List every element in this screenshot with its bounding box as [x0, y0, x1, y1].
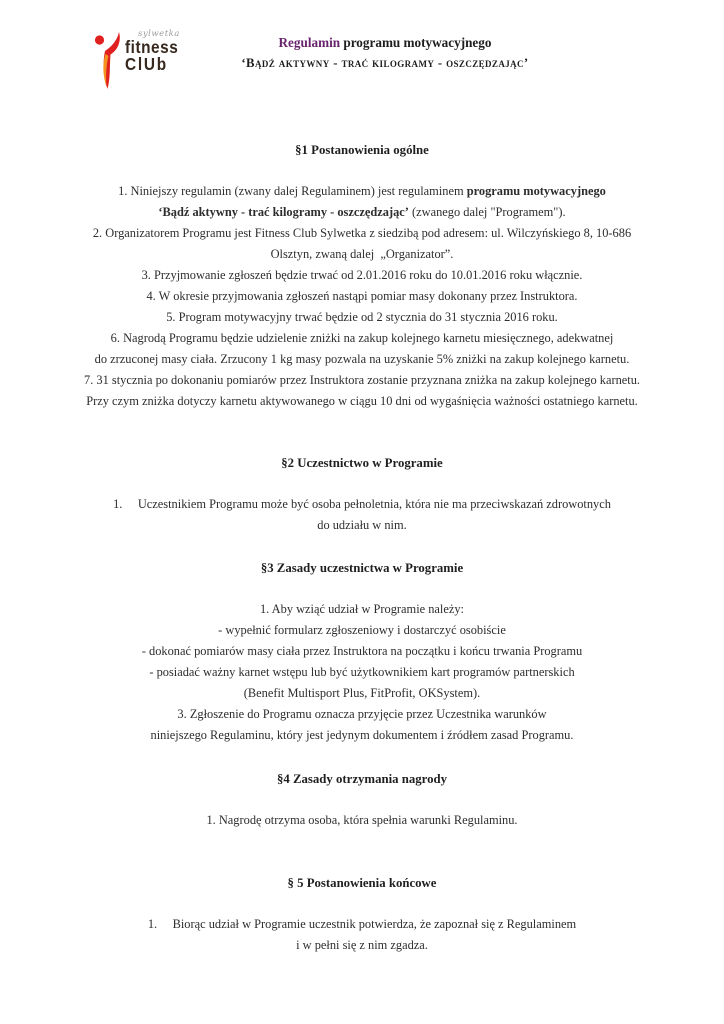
fitness-figure-icon [92, 27, 124, 91]
item1-line2-regular-text: (zwanego dalej "Programem"). [408, 205, 566, 219]
section-4-body [0, 810, 724, 831]
doc-line [0, 202, 724, 223]
item1-regular-text: 1. Niniejszy regulamin (zwany dalej Regulaminem) jest regulaminem [118, 184, 467, 198]
doc-line: 1. Biorąc udział w Programie uczestnik potwierdza, że zapoznał się z Regulaminem [147, 917, 577, 931]
doc-line: - posiadać ważny karnet wstępu lub być użytkownikiem kart programów partnerskich [149, 665, 575, 679]
section-3-body [0, 599, 724, 746]
doc-line: 3. Zgłoszenie do Programu oznacza przyjęcie przez Uczestnika warunków [177, 707, 547, 721]
document-body [0, 140, 724, 956]
doc-line: do zrzuconej masy ciała. Zrzucony 1 kg masy pozwala na uzyskanie 5% zniżki na zakup kolejnego karnetu. [94, 352, 630, 366]
doc-line: Olsztyn, zwaną dalej „Organizator”. [270, 247, 454, 261]
doc-line [0, 181, 724, 202]
section-5-heading: § 5 Postanowienia końcowe [287, 876, 437, 890]
logo-text [125, 27, 186, 73]
fitness-club-logo [92, 27, 186, 91]
section-2-body [0, 494, 724, 536]
item1-line2-bold-text: ‘Bądź aktywny - trać kilogramy - oszczędzając’ [158, 205, 409, 219]
doc-line: 1. Uczestnikiem Programu może być osoba pełnoletnia, która nie ma przeciwskazań zdrowotnych [113, 497, 611, 511]
doc-line: - dokonać pomiarów masy ciała przez Instruktora na początku i końcu trwania Programu [141, 644, 583, 658]
section-3-heading: §3 Zasady uczestnictwa w Programie [260, 561, 464, 575]
doc-line: 3. Przyjmowanie zgłoszeń będzie trwać od 2.01.2016 roku do 10.01.2016 roku włącznie. [141, 268, 583, 282]
title-accent-word: Regulamin [278, 35, 341, 50]
doc-line: niniejszego Regulaminu, który jest jedynym dokumentem i źródłem zasad Programu. [150, 728, 574, 742]
doc-line: 7. 31 stycznia po dokonaniu pomiarów przez Instruktora zostanie przyznana zniżka na zakup kolejnego karnetu. [84, 373, 640, 387]
doc-line: - wypełnić formularz zgłoszeniowy i dostarczyć osobiście [218, 623, 506, 637]
doc-line: 2. Organizatorem Programu jest Fitness Club Sylwetka z siedzibą pod adresem: ul. Wilczyńskiego 8, 10-686 [92, 226, 632, 240]
doc-line: Przy czym zniżka dotyczy karnetu aktywowanego w ciągu 10 dni od wygaśnięcia ważności ostatniego karnetu. [86, 394, 638, 408]
section-2-heading: §2 Uczestnictwo w Programie [281, 456, 443, 470]
doc-line: 6. Nagrodą Programu będzie udzielenie zniżki na zakup kolejnego karnetu miesięcznego, adekwatnej [110, 331, 614, 345]
item1-bold-text: programu motywacyjnego [466, 184, 606, 198]
logo-word-club: ClUb [125, 54, 168, 74]
doc-line: i w pełni się z nim zgadza. [296, 938, 428, 952]
doc-line: 1. Aby wziąć udział w Programie należy: [259, 602, 465, 616]
section-1-heading: §1 Postanowienia ogólne [295, 143, 429, 157]
section-5-body [0, 914, 724, 956]
doc-line: do udziału w nim. [317, 518, 407, 532]
doc-line: 4. W okresie przyjmowania zgłoszeń nastąpi pomiar masy dokonany przez Instruktora. [146, 289, 578, 303]
doc-line: 1. Nagrodę otrzyma osoba, która spełnia warunki Regulaminu. [206, 813, 518, 827]
doc-line: 5. Program motywacyjny trwać będzie od 2 stycznia do 31 stycznia 2016 roku. [166, 310, 558, 324]
logo-word-fitness: fitness [125, 37, 179, 57]
logo-script-word: sylwetka [138, 29, 180, 39]
section-1-body [0, 181, 724, 412]
section-4-heading: §4 Zasady otrzymania nagrody [276, 772, 448, 786]
doc-line: (Benefit Multisport Plus, FitProfit, OKSystem). [243, 686, 481, 700]
title-rest: programu motywacyjnego [340, 35, 492, 50]
document-subtitle: ‘Bądź aktywny - trać kilogramy - oszczędzając’ [241, 56, 529, 70]
